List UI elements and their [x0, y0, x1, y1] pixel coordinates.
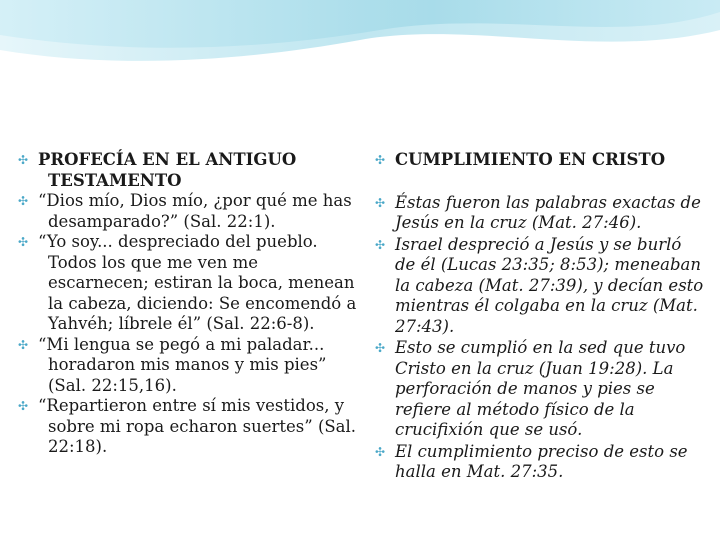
prophecy-header	[18, 150, 363, 191]
fulfillment-item	[375, 193, 705, 234]
prophecy-item-text: “Repartieron entre sí mis vestidos, y sobre mi ropa echaron suertes” (Sal. 22:18).	[38, 396, 357, 456]
prophecy-item-text: “Mi lengua se pegó a mi paladar... horadaron mis manos y mis pies” (Sal. 22:15,16).	[38, 334, 327, 395]
prophecy-item	[18, 191, 363, 232]
prophecy-item	[18, 335, 363, 397]
bullet-icon: ✣	[18, 235, 29, 249]
fulfillment-item-text: Israel despreció a Jesús y se burló de él (Lucas 23:35; 8:53); meneaban la cabeza (Mat. 27:39), y decían esto mientras él colgaba en la cruz (Mat. 27:43).	[395, 234, 704, 336]
bullet-icon: ✣	[18, 399, 29, 413]
fulfillment-item	[375, 442, 705, 483]
fulfillment-column	[375, 150, 705, 483]
bullet-icon: ✣	[375, 195, 386, 210]
bullet-icon: ✣	[375, 237, 386, 252]
prophecy-item-text: “Yo soy... despreciado del pueblo. Todos los que me ven me escarnecen; estiran la boca, menean la cabeza, diciendo: Se encomendó a Yahvéh; líbrele él” (Sal. 22:6-8).	[38, 232, 357, 333]
fulfillment-header	[375, 150, 705, 171]
prophecy-item	[18, 396, 363, 458]
bullet-icon: ✣	[18, 337, 29, 352]
bullet-icon: ✣	[18, 153, 29, 167]
bullet-icon: ✣	[375, 444, 386, 459]
bullet-icon: ✣	[375, 153, 386, 167]
fulfillment-item-text: Esto se cumplió en la sed que tuvo Cristo en la cruz (Juan 19:28). La perforación de manos y pies se refiere al método físico de la crucifixión que se usó.	[395, 338, 686, 439]
bullet-icon: ✣	[375, 341, 386, 355]
fulfillment-item	[375, 338, 705, 441]
fulfillment-item-text: Éstas fueron las palabras exactas de Jesús en la cruz (Mat. 27:46).	[395, 192, 701, 232]
prophecy-item	[18, 232, 363, 335]
fulfillment-item-text: El cumplimiento preciso de esto se halla en Mat. 27:35.	[395, 441, 688, 481]
fulfillment-item	[375, 235, 705, 338]
fulfillment-header-text: CUMPLIMIENTO EN CRISTO	[395, 150, 666, 169]
prophecy-header-text: PROFECÍA EN EL ANTIGUO TESTAMENTO	[38, 150, 297, 190]
prophecy-column	[18, 150, 363, 458]
bullet-icon: ✣	[18, 194, 29, 208]
prophecy-item-text: “Dios mío, Dios mío, ¿por qué me has desamparado?” (Sal. 22:1).	[38, 191, 352, 231]
decorative-wave-banner	[0, 0, 720, 80]
